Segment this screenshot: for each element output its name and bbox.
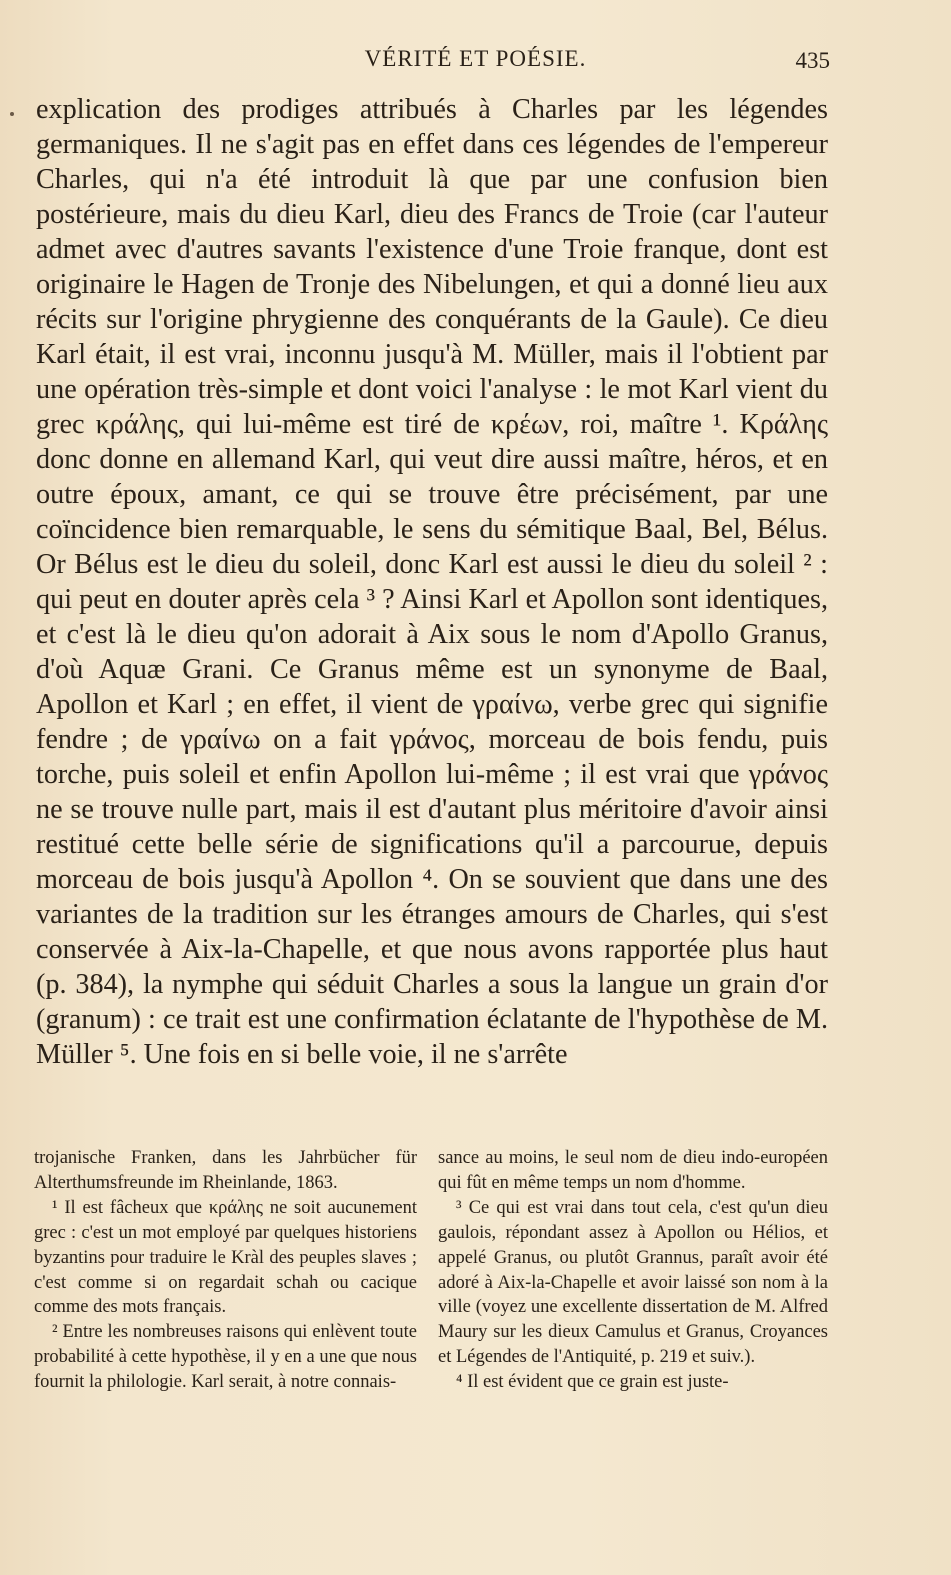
page-number: 435 [795, 48, 830, 73]
footnote-separator [34, 1137, 830, 1138]
footnote-3: ³ Ce qui est vrai dans tout cela, c'est qu'un dieu gaulois, répondant assez à Apollon ou Hélios, et appelé Granus, ou plutôt Grannus, paraît avoir été adoré à Aix-la-Chapelle et avoir laissé son nom à la ville (voyez une excellente dissertation de M. Alfred Maury sur les dieux Camulus et Granus, Croyances et Légendes de l'Antiquité, p. 219 et suiv.). [438, 1197, 828, 1368]
footnote-continuation: trojanische Franken, dans les Jahrbücher für Alterthumsfreunde im Rheinlande, 1863. [34, 1148, 417, 1193]
footnote-4: ⁴ Il est évident que ce grain est juste- [456, 1372, 729, 1393]
main-text [36, 92, 828, 1072]
footnote-2: ² Entre les nombreuses raisons qui enlèvent toute probabilité à cette hypothèse, il y en a une que nous fournit la philologie. Karl serait, à notre connais- [34, 1322, 417, 1393]
main-paragraph: explication des prodiges attribués à Charles par les légendes germaniques. Il ne s'agit pas en effet dans ces légendes de l'empereur Charles, qui n'a été introduit là que par une confusion bien postérieure, mais du dieu Karl, dieu des Francs de Troie (car l'auteur admet avec d'autres savants l'existence d'une Troie franque, dont est originaire le Hagen de Tronje des Nibelungen, et qui a donné lieu aux récits sur l'origine phrygienne des conquérants de la Gaule). Ce dieu Karl était, il est vrai, inconnu jusqu'à M. Müller, mais il l'obtient par une opération très-simple et dont voici l'analyse : le mot Karl vient du grec κράλης, qui lui-même est tiré de κρέων, roi, maître ¹. Κράλης donc donne en allemand Karl, qui veut dire aussi maître, héros, et en outre époux, amant, ce qui se trouve être précisément, par une coïncidence bien remarquable, le sens du sémitique Baal, Bel, Bélus. Or Bélus est le dieu du soleil, donc Karl est aussi le dieu du soleil ² : qui peut en douter après cela ³ ? Ainsi Karl et Apollon sont identiques, et c'est là le dieu qu'on adorait à Aix sous le nom d'Apollo Granus, d'où Aquæ Grani. Ce Granus même est un synonyme de Baal, Apollon et Karl ; en effet, il vient de γραίνω, verbe grec qui signifie fendre ; de γραίνω on a fait γράνος, morceau de bois fendu, puis torche, puis soleil et enfin Apollon lui-même ; il est vrai que γράνος ne se trouve nulle part, mais il est d'autant plus méritoire d'avoir ainsi restitué cette belle série de significations qu'il a parcourue, depuis morceau de bois jusqu'à Apollon ⁴. On se souvient que dans une des variantes de la tradition sur les étranges amours de Charles, qui s'est conservée à Aix-la-Chapelle, et que nous avons rapportée plus haut (p. 384), la nymphe qui séduit Charles a sous la langue un grain d'or (granum) : ce trait est une confirmation éclatante de l'hypothèse de M. Müller ⁵. Une fois en si belle voie, il ne s'arrête [36, 94, 828, 1070]
page-header [0, 46, 951, 76]
footnotes-left-column [34, 1146, 417, 1395]
margin-mark [10, 112, 14, 116]
footnotes-right-column [438, 1146, 828, 1395]
running-title: VÉRITÉ ET POÉSIE. [364, 46, 587, 71]
footnote-2-continuation: sance au moins, le seul nom de dieu indo-européen qui fût en même temps un nom d'homme. [438, 1148, 828, 1193]
footnote-1: ¹ Il est fâcheux que κράλης ne soit aucunement grec : c'est un mot employé par quelques historiens byzantins pour traduire le Kràl des peuples slaves ; c'est comme si on regardait schah ou cacique comme des mots français. [34, 1197, 417, 1318]
